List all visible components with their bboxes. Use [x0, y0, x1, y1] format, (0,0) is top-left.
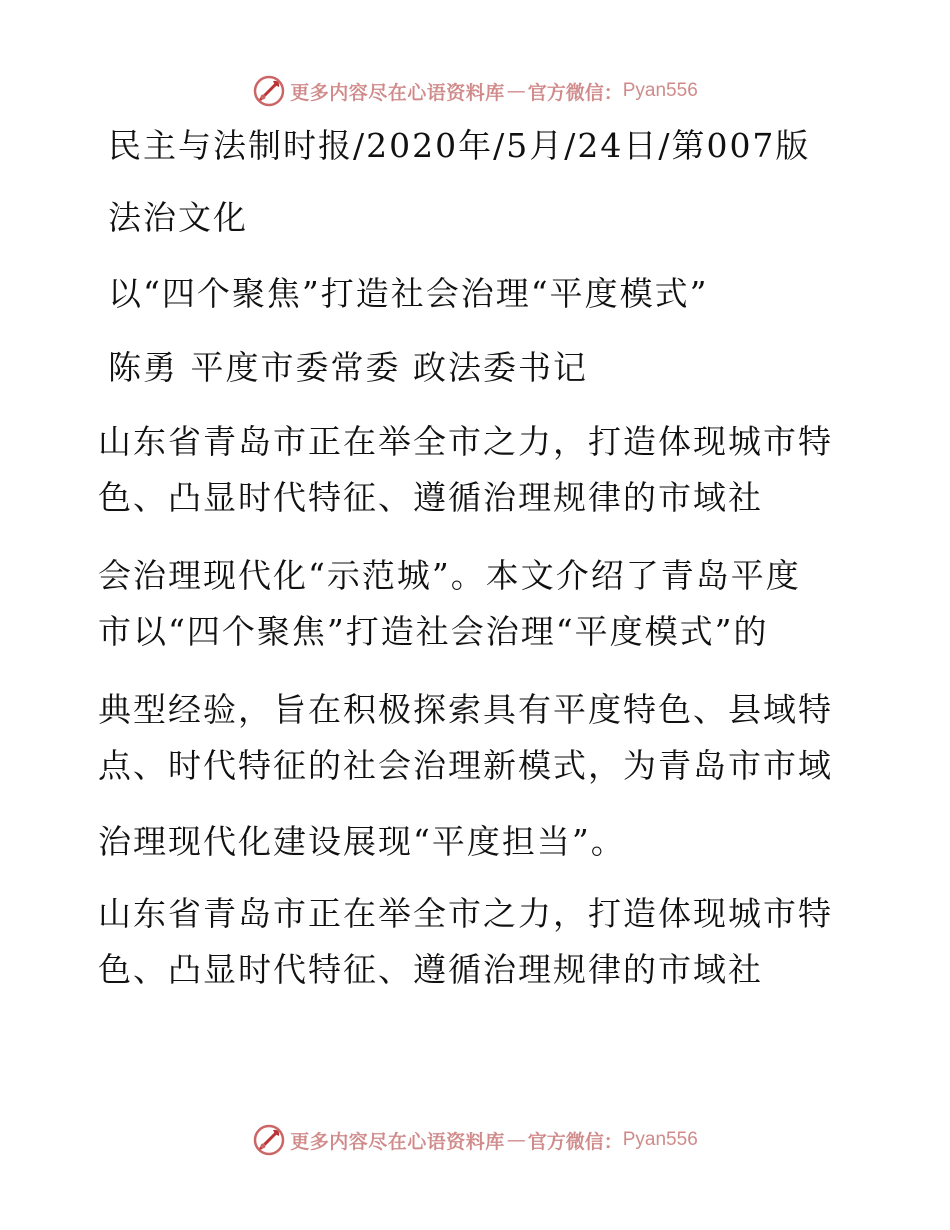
quill-seal-icon — [252, 1123, 286, 1157]
body-line: 市以“四个聚焦”打造社会治理“平度模式”的 — [98, 612, 769, 651]
quill-seal-icon — [252, 74, 286, 108]
watermark-footer — [0, 1123, 950, 1157]
body-line: 色、凸显时代特征、遵循治理规律的市域社 — [98, 950, 763, 989]
body-line: 山东省青岛市正在举全市之力，打造体现城市特 — [98, 422, 833, 461]
body-line: 典型经验，旨在积极探索具有平度特色、县域特 — [98, 690, 833, 729]
watermark-separator: — — [506, 1129, 526, 1151]
watermark-separator: — — [506, 80, 526, 102]
body-line: 色、凸显时代特征、遵循治理规律的市域社 — [98, 478, 763, 517]
body-line: 治理现代化建设展现“平度担当”。 — [98, 822, 626, 861]
source-line: 民主与法制时报/2020年/5月/24日/第007版 — [108, 126, 811, 165]
watermark-main-text: 更多内容尽在心语资料库 — [290, 1130, 505, 1153]
body-line: 点、时代特征的社会治理新模式，为青岛市市域 — [98, 746, 833, 785]
watermark-wechat-label: 官方微信： — [527, 1130, 623, 1153]
watermark-main-text: 更多内容尽在心语资料库 — [290, 81, 505, 104]
watermark-header — [0, 74, 950, 108]
watermark-wechat-id: Pyan556 — [622, 80, 698, 101]
watermark-wechat-id: Pyan556 — [622, 1129, 698, 1150]
author-line: 陈勇 平度市委常委 政法委书记 — [108, 348, 588, 387]
body-line: 会治理现代化“示范城”。本文介绍了青岛平度 — [98, 556, 801, 595]
column-name: 法治文化 — [108, 198, 248, 237]
article-title: 以“四个聚焦”打造社会治理“平度模式” — [108, 274, 709, 313]
watermark-wechat-label: 官方微信： — [527, 81, 623, 104]
body-line: 山东省青岛市正在举全市之力，打造体现城市特 — [98, 894, 833, 933]
